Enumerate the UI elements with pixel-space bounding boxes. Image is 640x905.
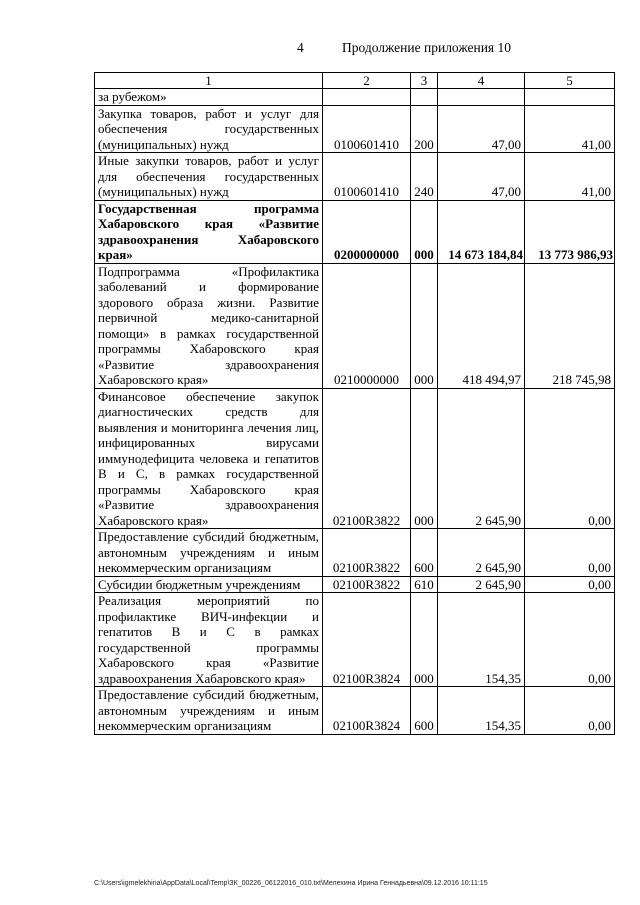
amount-2018 <box>525 89 615 106</box>
target-article-code: 02100R3824 <box>323 593 411 687</box>
expense-type: 600 <box>411 687 438 735</box>
table-row <box>95 576 615 593</box>
expense-type: 200 <box>411 105 438 153</box>
row-name: Иные закупки товаров, работ и услуг для обеспечения государственных (муниципальных) нужд <box>95 153 323 201</box>
table-row <box>95 153 615 201</box>
expense-type: 610 <box>411 576 438 593</box>
table-row <box>95 593 615 687</box>
amount-2018: 0,00 <box>525 576 615 593</box>
table-row <box>95 687 615 735</box>
amount-2018: 0,00 <box>525 529 615 577</box>
row-name: Подпрограмма «Профилактика заболеваний и формирование здорового образа жизни. Развитие первичной медико-санитарной помощи» в рамках государственной программы Хабаровского края «Развитие здравоохранения Хабаровского края» <box>95 263 323 388</box>
table-row <box>95 89 615 106</box>
amount-2017: 47,00 <box>438 105 525 153</box>
page-header <box>0 40 640 60</box>
amount-2017: 14 673 184,84 <box>438 200 525 263</box>
row-name: Реализация мероприятий по профилактике ВИЧ-инфекции и гепатитов В и С в рамках государственной программы Хабаровского края «Развитие здравоохранения Хабаровского края» <box>95 593 323 687</box>
target-article-code: 02100R3822 <box>323 388 411 529</box>
amount-2017: 2 645,90 <box>438 529 525 577</box>
budget-table <box>94 72 615 735</box>
table-row <box>95 263 615 388</box>
row-name: Предоставление субсидий бюджетным, автономным учреждениям и иным некоммерческим организациям <box>95 687 323 735</box>
amount-2018: 0,00 <box>525 593 615 687</box>
column-number-row <box>95 73 615 89</box>
column-header: 5 <box>525 73 615 89</box>
table-row <box>95 105 615 153</box>
amount-2017: 154,35 <box>438 687 525 735</box>
amount-2018: 13 773 986,93 <box>525 200 615 263</box>
file-path-footer: C:\Users\igmelekhina\AppData\Local\Temp\ЗК_00226_06122016_010.txt\Мелехина Ирина Геннадьевна\09.12.2016 10:11:15 <box>94 880 488 887</box>
column-header: 4 <box>438 73 525 89</box>
expense-type: 600 <box>411 529 438 577</box>
amount-2017: 47,00 <box>438 153 525 201</box>
target-article-code: 0210000000 <box>323 263 411 388</box>
amount-2018: 218 745,98 <box>525 263 615 388</box>
target-article-code <box>323 89 411 106</box>
amount-2018: 41,00 <box>525 153 615 201</box>
row-name: Финансовое обеспечение закупок диагностических средств для выявления и мониторинга лечения лиц, инфицированных вирусами иммунодефицита человека и гепатитов В и С, в рамках государственной программы Хабаровского края «Развитие здравоохранения Хабаровского края» <box>95 388 323 529</box>
expense-type: 000 <box>411 263 438 388</box>
row-name: за рубежом» <box>95 89 323 106</box>
expense-type: 240 <box>411 153 438 201</box>
amount-2017: 418 494,97 <box>438 263 525 388</box>
row-name: Закупка товаров, работ и услуг для обеспечения государственных (муниципальных) нужд <box>95 105 323 153</box>
table-row <box>95 529 615 577</box>
table-row-program-total <box>95 200 615 263</box>
amount-2018: 0,00 <box>525 687 615 735</box>
target-article-code: 02100R3822 <box>323 576 411 593</box>
row-name: Субсидии бюджетным учреждениям <box>95 576 323 593</box>
appendix-title: Продолжение приложения 10 <box>342 40 512 55</box>
column-header: 3 <box>411 73 438 89</box>
amount-2017: 2 645,90 <box>438 576 525 593</box>
row-name: Предоставление субсидий бюджетным, автономным учреждениям и иным некоммерческим организациям <box>95 529 323 577</box>
target-article-code: 0100601410 <box>323 153 411 201</box>
amount-2017 <box>438 89 525 106</box>
page-number: 4 <box>297 40 304 55</box>
target-article-code: 0100601410 <box>323 105 411 153</box>
table-row <box>95 388 615 529</box>
row-name: Государственная программа Хабаровского края «Развитие здравоохранения Хабаровского края» <box>95 200 323 263</box>
amount-2017: 2 645,90 <box>438 388 525 529</box>
column-header: 2 <box>323 73 411 89</box>
target-article-code: 02100R3824 <box>323 687 411 735</box>
expense-type: 000 <box>411 200 438 263</box>
amount-2018: 0,00 <box>525 388 615 529</box>
amount-2018: 41,00 <box>525 105 615 153</box>
target-article-code: 0200000000 <box>323 200 411 263</box>
amount-2017: 154,35 <box>438 593 525 687</box>
expense-type: 000 <box>411 593 438 687</box>
expense-type <box>411 89 438 106</box>
target-article-code: 02100R3822 <box>323 529 411 577</box>
expense-type: 000 <box>411 388 438 529</box>
column-header: 1 <box>95 73 323 89</box>
